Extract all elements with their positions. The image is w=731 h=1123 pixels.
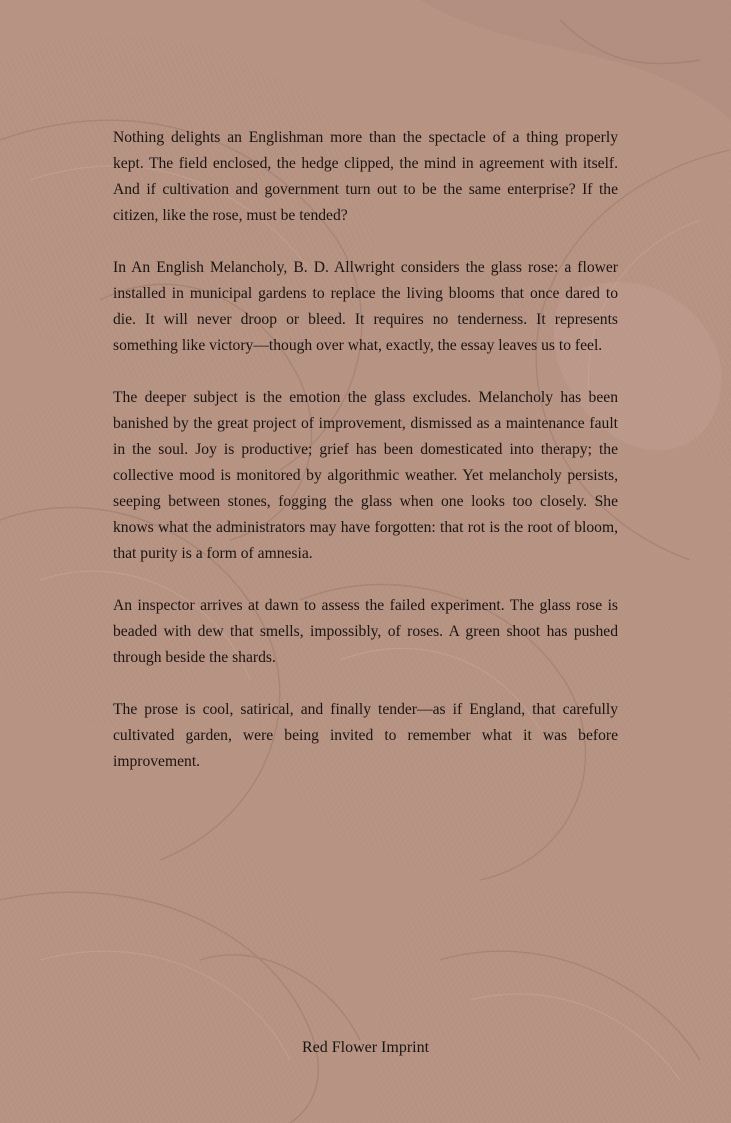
paragraph: In An English Melancholy, B. D. Allwright considers the glass rose: a flower installed in municipal gardens to replace the living blooms that once dared to die. It will never droop or bleed. It requires no tenderness. It represents something like victory—though over what, exactly, the essay leaves us to feel.: [113, 259, 618, 354]
essay-body: [113, 125, 618, 801]
paragraph: An inspector arrives at dawn to assess the failed experiment. The glass rose is beaded with dew that smells, impossibly, of roses. A green shoot has pushed through beside the shards.: [113, 597, 618, 666]
publisher-imprint: Red Flower Imprint: [301, 1039, 430, 1056]
paragraph: The prose is cool, satirical, and finally tender—as if England, that carefully cultivated garden, were being invited to remember what it was before improvement.: [113, 701, 618, 770]
paragraph: Nothing delights an Englishman more than the spectacle of a thing properly kept. The field enclosed, the hedge clipped, the mind in agreement with itself. And if cultivation and government turn out to be the same enterprise? If the citizen, like the rose, must be tended?: [113, 129, 618, 224]
paragraph: The deeper subject is the emotion the glass excludes. Melancholy has been banished by the great project of improvement, dismissed as a maintenance fault in the soul. Joy is productive; grief has been domesticated into therapy; the collective mood is monitored by algorithmic weather. Yet melancholy persists, seeping between stones, fogging the glass when one looks too closely. She knows what the administrators may have forgotten: that rot is the root of bloom, that purity is a form of amnesia.: [113, 389, 618, 562]
